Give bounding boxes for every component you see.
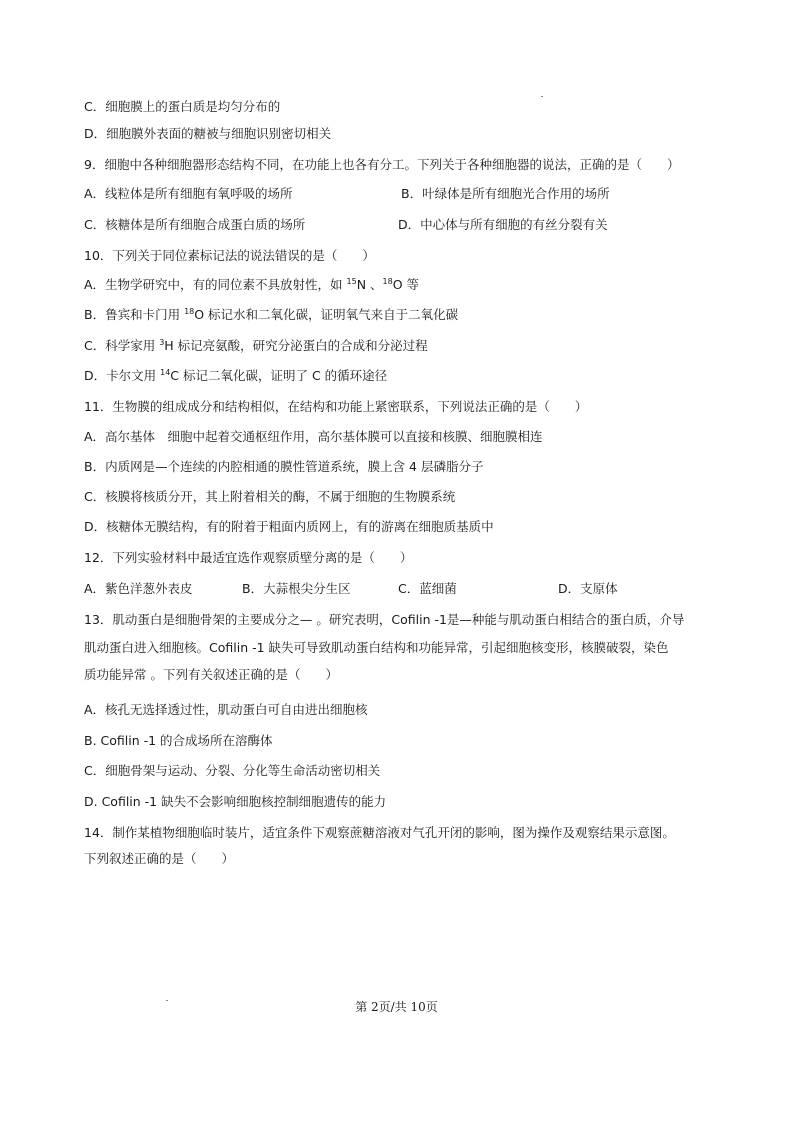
q8-option-d: D．细胞膜外表面的糖被与细胞识别密切相关 (84, 126, 332, 141)
q10d-sup: 14 (160, 368, 171, 377)
q12-option-b: B．大蒜根尖分生区 (242, 581, 351, 596)
q11-stem: 11．生物膜的组成成分和结构相似，在结构和功能上紧密联系，下列说法正确的是（ ） (84, 399, 588, 414)
q10-option-c (84, 338, 428, 354)
q9-option-d: D．中心体与所有细胞的有丝分裂有关 (398, 217, 608, 232)
q10-option-a (84, 277, 419, 293)
q12-stem: 12．下列实验材料中最适宜选作观察质壁分离的是（ ） (84, 550, 413, 565)
q10-option-d (84, 368, 387, 384)
page-number-footer: 第 2页/共 10页 (355, 1000, 438, 1014)
q13-stem-line1: 13．肌动蛋白是细胞骨架的主要成分之— 。研究表明，Cofilin -1是—种能与肌动蛋白相结合的蛋白质，介导 (84, 612, 685, 627)
q10c-sup: 3 (159, 338, 165, 347)
q13-option-b: B. Cofilin -1 的合成场所在溶酶体 (84, 733, 273, 748)
q10a-text-pre: A．生物学研究中，有的同位素不具放射性，如 (84, 277, 347, 292)
q13-option-d: D. Cofilin -1 缺失不会影响细胞核控制细胞遗传的能力 (84, 794, 387, 809)
q10d-text-post: C 标记二氧化碳，证明了 C 的循环途径 (170, 368, 388, 383)
q10b-text-post: O 标记水和二氧化碳，证明氧气来自于二氧化碳 (194, 307, 459, 322)
q9-option-c: C．核糖体是所有细胞合成蛋白质的场所 (84, 217, 306, 232)
q10-stem: 10．下列关于同位素标记法的说法错误的是（ ） (84, 248, 375, 263)
q12-option-c: C．蓝细菌 (398, 581, 457, 596)
q9-stem: 9．细胞中各种细胞器形态结构不同，在功能上也各有分工。下列关于各种细胞器的说法，正确的是（ ） (84, 157, 680, 172)
q10-option-b (84, 307, 458, 323)
q13-option-a: A．核孔无选择透过性，肌动蛋白可自由进出细胞核 (84, 702, 368, 717)
q10b-sup: 18 (184, 307, 195, 316)
q10b-text-pre: B．鲁宾和卡门用 (84, 307, 185, 322)
q10a-sup-18: 18 (382, 277, 393, 286)
q9-option-b: B．叶绿体是所有细胞光合作用的场所 (401, 186, 610, 201)
q10c-text-pre: C．科学家用 (84, 338, 160, 353)
q10a-text-post: O 等 (392, 277, 420, 292)
q10d-text-pre: D．卡尔文用 (84, 368, 161, 383)
q11-option-b: B．内质网是—个连续的内腔相通的膜性管道系统，膜上含 4 层磷脂分子 (84, 459, 484, 474)
q8-option-c: C．细胞膜上的蛋白质是均匀分布的 (84, 99, 281, 114)
q13-option-c: C．细胞骨架与运动、分裂、分化等生命活动密切相关 (84, 763, 381, 778)
speck-mark (541, 96, 543, 97)
q12-option-a: A．紫色洋葱外表皮 (84, 581, 193, 596)
q14-stem-line2: 下列叙述正确的是（ ） (84, 851, 235, 866)
q11-option-a: A．高尔基体 细胞中起着交通枢纽作用，高尔基体膜可以直接和核膜、细胞膜相连 (84, 429, 543, 444)
q13-stem-line2: 肌动蛋白进入细胞核。Cofilin -1 缺失可导致肌动蛋白结构和功能异常，引起细胞核变形，核膜破裂，染色 (84, 640, 669, 655)
q11-option-d: D．核糖体无膜结构，有的附着于粗面内质网上，有的游离在细胞质基质中 (84, 519, 494, 534)
q9-option-a: A．线粒体是所有细胞有氧呼吸的场所 (84, 186, 293, 201)
q11-option-c: C．核膜将核质分开，其上附着相关的酶，不属于细胞的生物膜系统 (84, 489, 456, 504)
q13-stem-line3: 质功能异常 。下列有关叙述正确的是（ ） (84, 667, 338, 682)
q10c-text-post: H 标记亮氨酸，研究分泌蛋白的合成和分泌过程 (164, 338, 428, 353)
q14-stem-line1: 14．制作某植物细胞临时装片，适宜条件下观察蔗糖溶液对气孔开闭的影响，图为操作及观察结果示意图。 (84, 825, 675, 840)
q12-option-d: D．支原体 (558, 581, 618, 596)
q10a-sup-15: 15 (346, 277, 357, 286)
q10a-text-mid: N 、 (356, 277, 383, 292)
